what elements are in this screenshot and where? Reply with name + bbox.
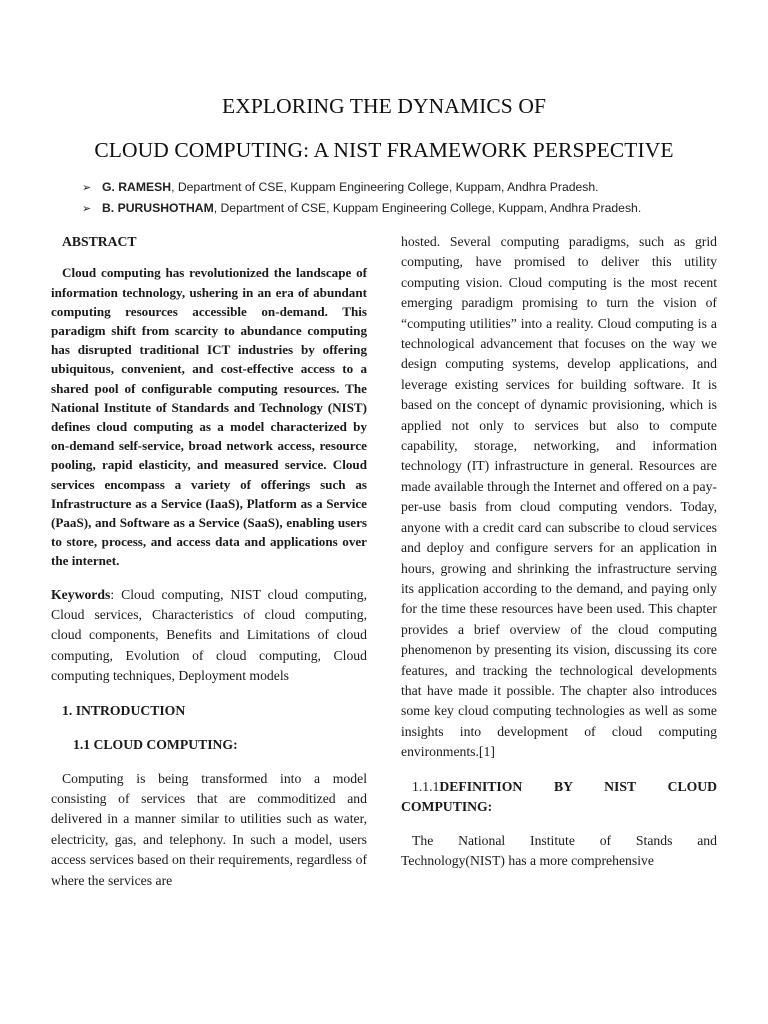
- author-entry: [82, 201, 641, 215]
- bullet-arrow-icon: ➢: [82, 203, 92, 215]
- paper-title-line-1: EXPLORING THE DYNAMICS OF: [221, 94, 547, 118]
- keywords-label: Keywords: [51, 586, 111, 602]
- left-column: [51, 232, 367, 891]
- keywords-paragraph: [51, 585, 367, 687]
- nist-paragraph: The National Institute of Stands and Technology(NIST) has a more comprehensive: [401, 833, 717, 869]
- author-name: B. PURUSHOTHAM: [102, 201, 214, 215]
- subsection-number: 1.1.1: [412, 778, 440, 794]
- author-affiliation: , Department of CSE, Kuppam Engineering College, Kuppam, Andhra Pradesh.: [171, 180, 599, 194]
- cloud-computing-paragraph: Computing is being transformed into a model consisting of services that are commoditized and delivered in a manner similar to utilities such as water, electricity, gas, and telephony. In such a model, users access services based on their requirements, regardless of where the services are: [51, 770, 367, 888]
- author-affiliation: , Department of CSE, Kuppam Engineering College, Kuppam, Andhra Pradesh.: [213, 201, 642, 215]
- right-column: [401, 232, 717, 872]
- paper-title-line-2: CLOUD COMPUTING: A NIST FRAMEWORK PERSPECTIVE: [94, 138, 674, 162]
- subsection-heading-cloud-computing: 1.1 CLOUD COMPUTING:: [73, 737, 238, 753]
- bullet-arrow-icon: ➢: [82, 182, 92, 194]
- author-name: G. RAMESH: [102, 180, 172, 194]
- cloud-computing-paragraph-continued: hosted. Several computing paradigms, such as grid computing, have promised to deliver this utility computing vision. Cloud computing is the most recent emerging paradigm promising to turn the vision of “computing utilities” into a reality. Cloud computing is a technological advancement that focuses on the way we design computing systems, develop applications, and leverage existing services for building software. It is based on the concept of dynamic provisioning, which is applied not only to services but also to compute capability, storage, networking, and information technology (IT) infrastructure in general. Resources are made available through the Internet and offered on a pay-per-use basis from cloud computing vendors. Today, anyone with a credit card can subscribe to cloud services and deploy and configure servers for an application in hours, growing and shrinking the infrastructure serving its application according to the demand, and paying only for the time these resources have been used. This chapter provides a brief overview of the cloud computing phenomenon by presenting its vision, discussing its core features, and tracking the technological developments that have made it possible. The chapter also introduces some key cloud computing technologies as well as some insights into development of cloud computing environments.[1]: [401, 234, 717, 760]
- subsection-title: DEFINITION BY NIST CLOUD COMPUTING:: [401, 778, 717, 814]
- subsection-heading-nist-definition: [401, 777, 717, 818]
- section-heading-introduction: 1. INTRODUCTION: [62, 702, 186, 718]
- abstract-heading: ABSTRACT: [62, 234, 137, 249]
- keywords-text: : Cloud computing, NIST cloud computing, Cloud services, Characteristics of cloud computing, cloud components, Benefits and Limitations of cloud computing, Evolution of cloud computing, Cloud computing techniques, Deployment models: [51, 586, 367, 684]
- author-entry: [82, 180, 599, 194]
- abstract-body: Cloud computing has revolutionized the landscape of information technology, ushering in an era of abundant computing resources accessible on-demand. This paradigm shift from scarcity to abundance computing has disrupted traditional ICT industries by offering ubiquitous, convenient, and cost-effective access to a shared pool of configurable computing resources. The National Institute of Standards and Technology (NIST) defines cloud computing as a model characterized by on-demand self-service, broad network access, resource pooling, rapid elasticity, and measured service. Cloud services encompass a variety of offerings such as Infrastructure as a Service (IaaS), Platform as a Service (PaaS), and Software as a Service (SaaS), enabling users to store, process, and access data and applications over the internet.: [51, 265, 367, 569]
